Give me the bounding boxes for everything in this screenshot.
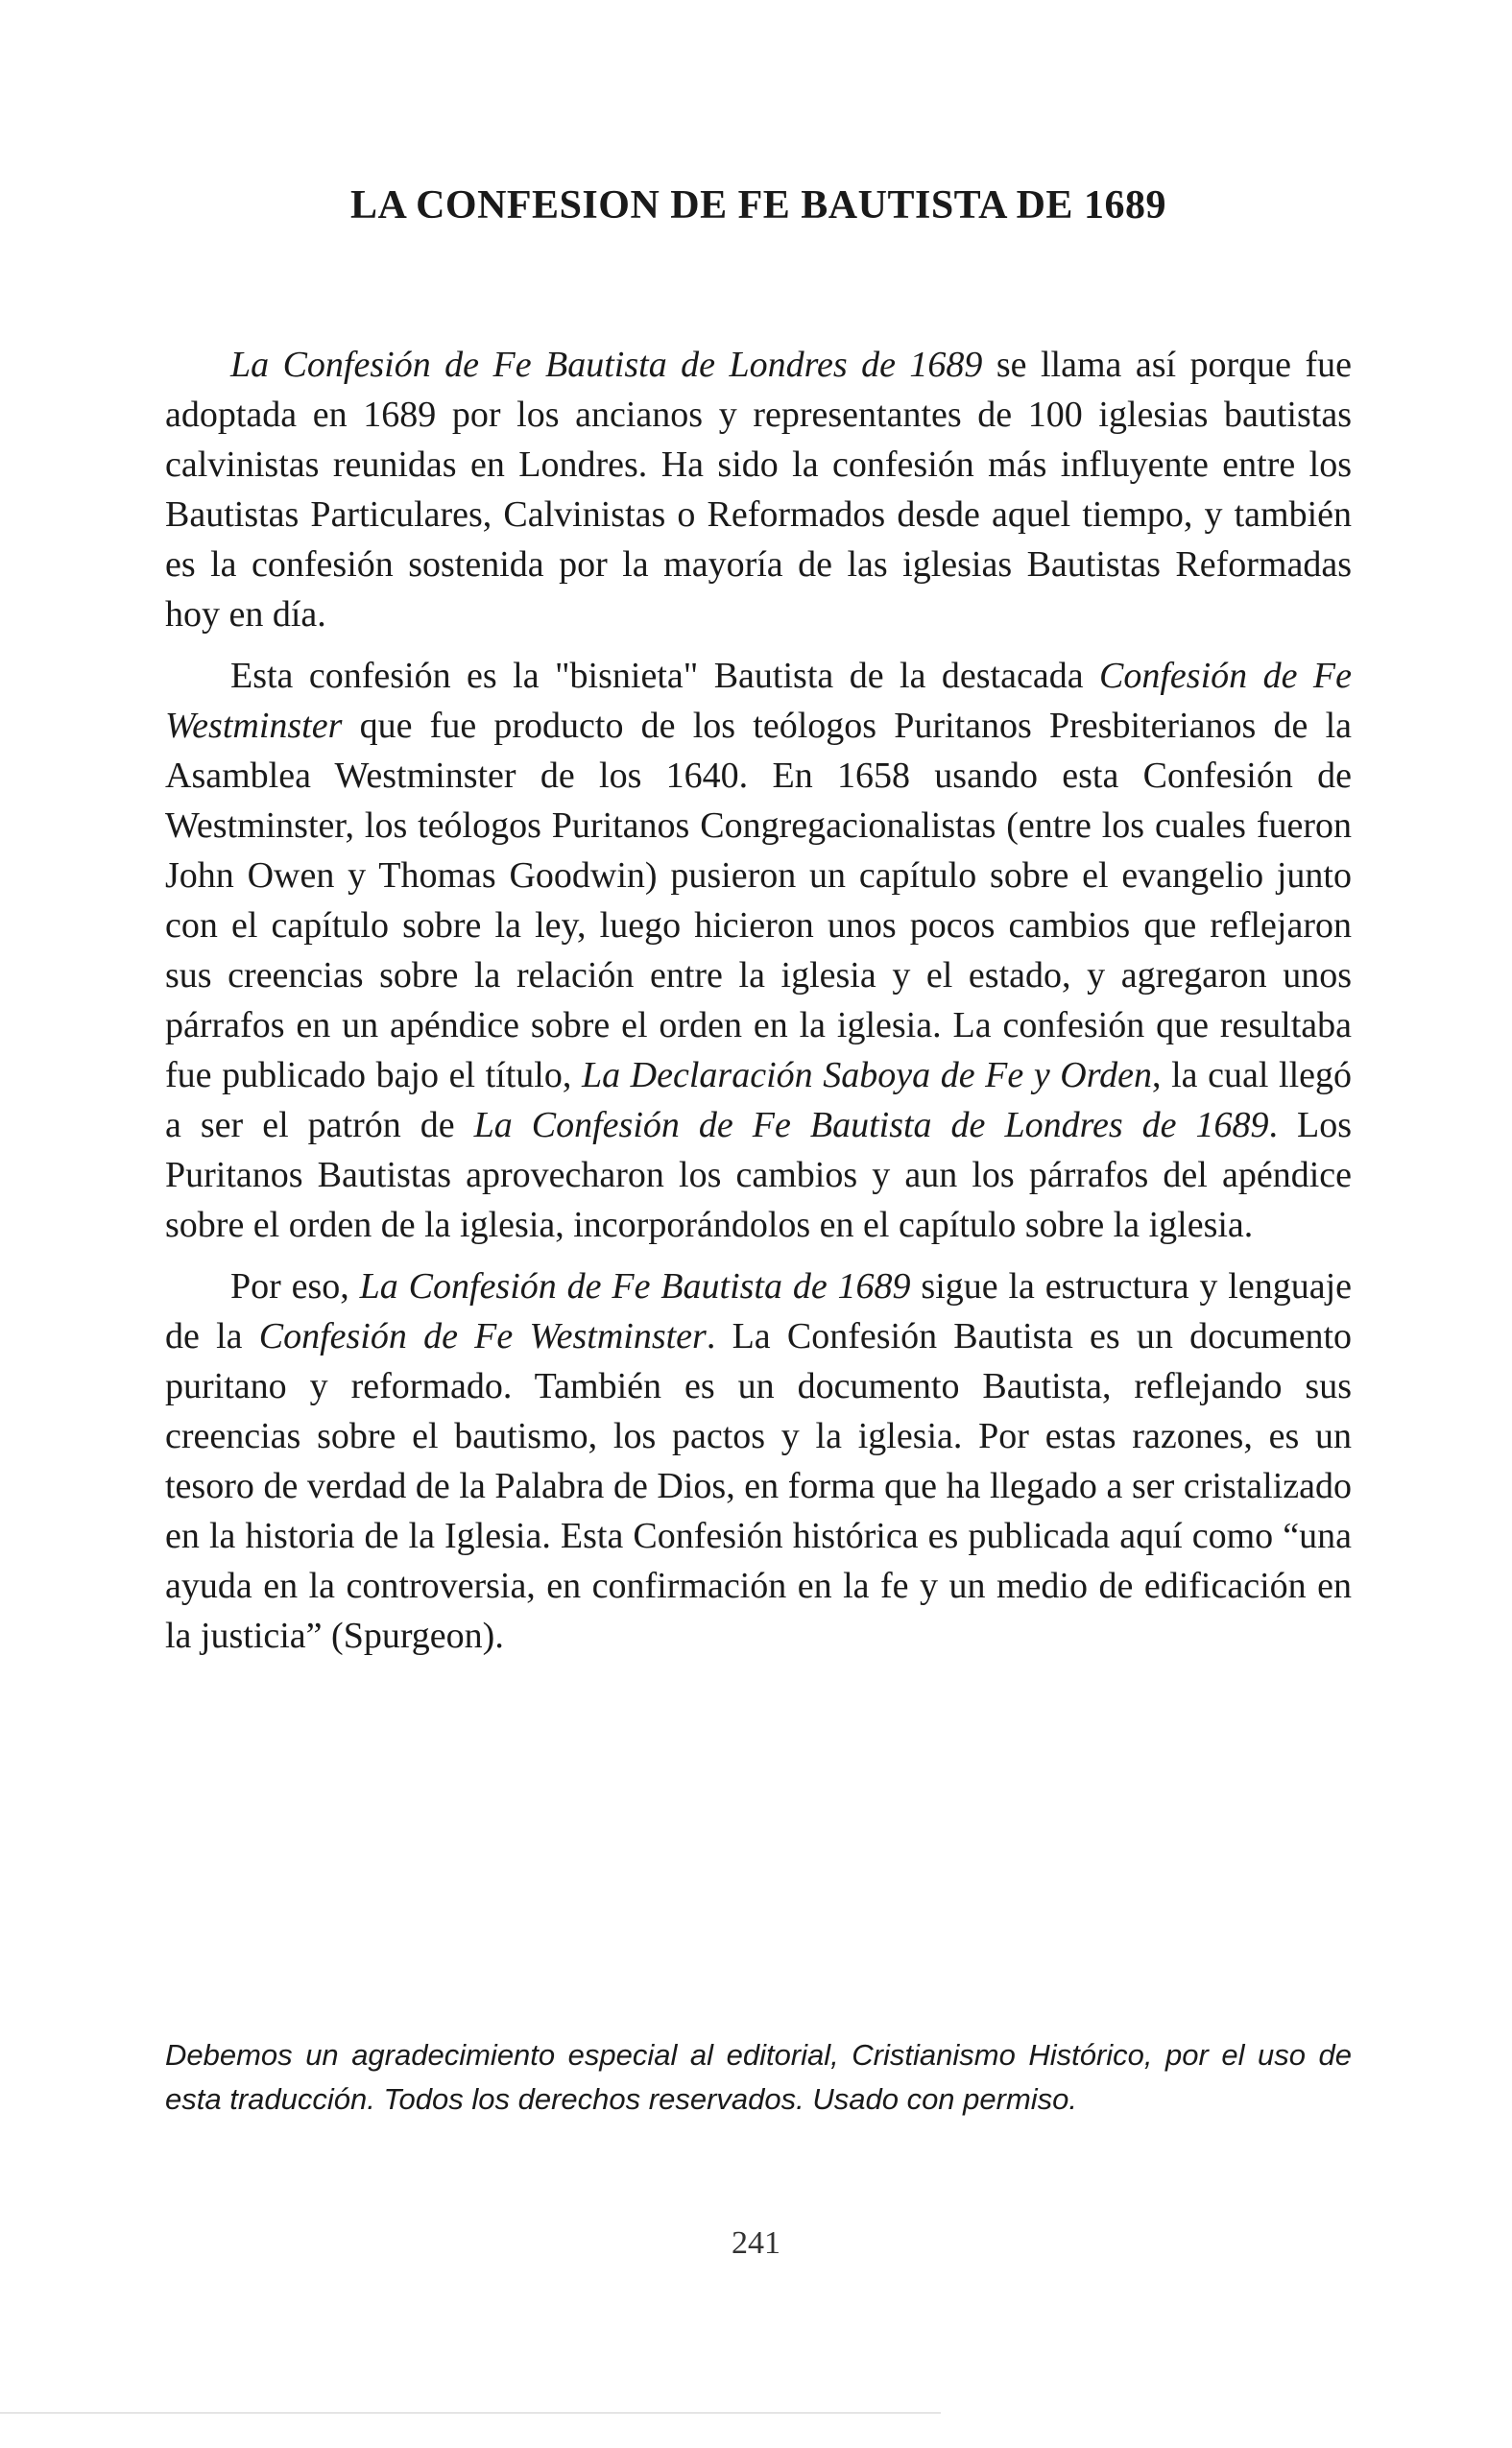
bottom-rule	[0, 2412, 941, 2413]
page-title: LA CONFESION DE FE BAUTISTA DE 1689	[350, 183, 1166, 228]
body-paragraph	[165, 1261, 1352, 1661]
italic-title-text: La Confesión de Fe Bautista de Londres de 1689	[473, 1105, 1269, 1145]
italic-title-text: La Confesión de Fe Bautista de Londres de 1689	[230, 345, 983, 385]
body-text	[165, 340, 1352, 1661]
paragraph-text: se llama así porque fue adoptada en 1689 por los ancianos y representantes de 100 iglesias bautistas calvinistas reunidas en Londres. Ha sido la confesión más influyente entre los Bautistas Particulares, Calvinistas o Reformados desde aquel tiempo, y también es la confesión sostenida por la mayoría de las iglesias Bautistas Reformadas hoy en día.	[165, 345, 1353, 635]
body-paragraph	[165, 651, 1352, 1250]
italic-title-text: La Confesión de Fe Bautista de 1689	[359, 1266, 911, 1307]
acknowledgement-note: Debemos un agradecimiento especial al editorial, Cristianismo Histórico, por el uso de esta traducción. Todos los derechos reservados. Usado con permiso.	[165, 2038, 1352, 2116]
paragraph-text: Esta confesión es la "bisnieta" Bautista de la destacada	[230, 656, 1100, 696]
italic-title-text: La Declaración Saboya de Fe y Orden	[581, 1055, 1152, 1095]
paragraph-text: Por eso,	[230, 1266, 360, 1307]
paragraph-text: . Los Puritanos Bautistas aprovecharon los cambios y aun los párrafos del apéndice sobre el orden de la iglesia, incorporándolos en el capítulo sobre la iglesia.	[165, 1105, 1353, 1245]
italic-title-text: Confesión de Fe Westminster	[258, 1316, 707, 1356]
paragraph-text: que fue producto de los teólogos Puritanos Presbiterianos de la Asamblea Westminster de los 1640. En 1658 usando esta Confesión de Westminster, los teólogos Puritanos Congregacionalistas (entre los cuales fueron John Owen y Thomas Goodwin) pusieron un capítulo sobre el evangelio junto con el capítulo sobre la ley, luego hicieron unos pocos cambios que reflejaron sus creencias sobre la relación entre la iglesia y el estado, y agregaron unos párrafos en un apéndice sobre el orden en la iglesia. La confesión que resultaba fue publicado bajo el título,	[165, 706, 1352, 1095]
paragraph-text: sigue la estructura y lenguaje de la	[165, 1266, 1352, 1356]
paragraph-text: . La Confesión Bautista es un documento puritano y reformado. También es un documento Bautista, reflejando sus creencias sobre el bautismo, los pactos y la iglesia. Por estas razones, es un tesoro de verdad de la Palabra de Dios, en forma que ha llegado a ser cristalizado en la historia de la Iglesia. Esta Confesión histórica es publicada aquí como “una ayuda en la controversia, en confirmación en la fe y un medio de edificación en la justicia” (Spurgeon).	[165, 1316, 1352, 1656]
italic-title-text: Confesión de Fe Westminster	[165, 656, 1352, 746]
page-number: 241	[732, 2225, 780, 2261]
paragraph-text: , la cual llegó a ser el patrón de	[165, 1055, 1352, 1145]
document-page	[165, 182, 1352, 1672]
body-paragraph	[165, 340, 1352, 639]
